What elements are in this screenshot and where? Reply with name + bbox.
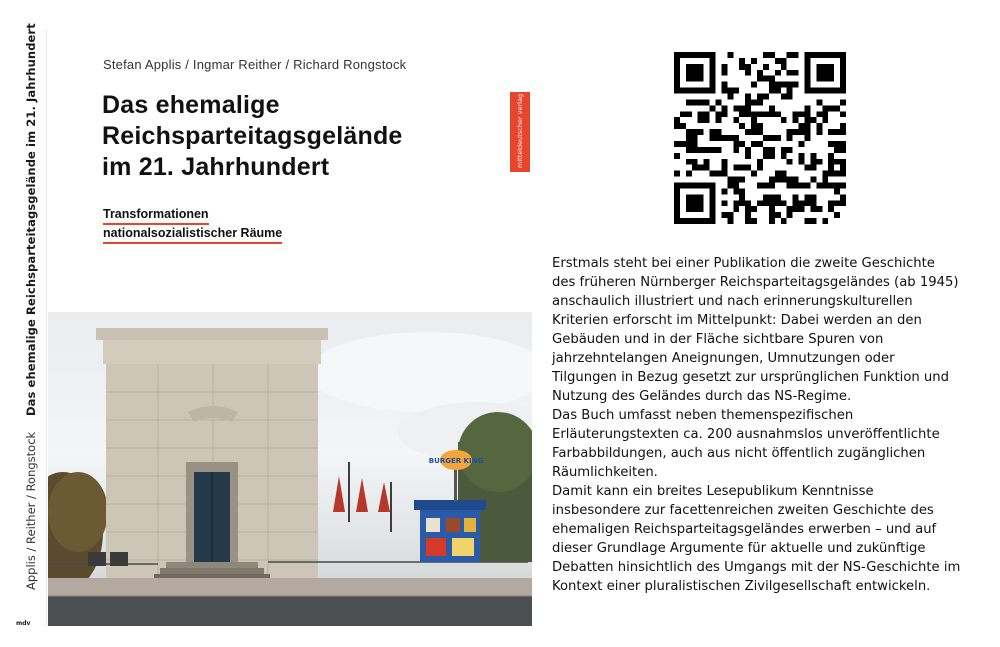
cover-subtitle-line: Transformationen [103, 206, 209, 225]
cover-title-line: Reichsparteitagsgelände [102, 122, 403, 150]
publisher-tag [510, 92, 530, 172]
blurb-line: Erläuterungstexten ca. 200 ausnahmslos unveröffentlichte [552, 427, 940, 442]
cover-title-line: Das ehemalige [102, 91, 280, 119]
blurb-line: Gebäuden und in der Fläche sichtbare Spuren von [552, 332, 884, 347]
burger-king-sign: BURGER KING [428, 457, 484, 465]
blurb-line: des früheren Nürnberger Reichsparteitagsgeländes (ab 1945) [552, 275, 959, 290]
spine-title: Das ehemalige Reichsparteitagsgelände im 21. Jahrhundert [24, 23, 38, 416]
qr-code-graphic [674, 52, 846, 224]
book-spine [2, 23, 47, 627]
blurb-line: Erstmals steht bei einer Publikation die zweite Geschichte [552, 256, 935, 271]
cover-title [102, 90, 482, 183]
blurb-line: Kontext einer pluralistischen Zivilgesellschaft entwickeln. [552, 579, 931, 594]
blurb-line: jahrzehntelangen Aneignungen, Umnutzungen oder [552, 351, 895, 366]
blurb-line: Räumlichkeiten. [552, 465, 658, 480]
blurb-line: ehemaligen Reichsparteitagsgeländes erwerben – und auf [552, 522, 937, 537]
blurb-line: Debatten hinsichtlich des Umgangs mit der NS-Geschichte im [552, 560, 961, 575]
spine-publisher-logo: mdv [16, 620, 31, 627]
cover-title-line: im 21. Jahrhundert [102, 153, 330, 181]
back-cover-blurb [552, 254, 992, 596]
book-cover [48, 30, 532, 626]
cover-subtitle-line: nationalsozialistischer Räume [103, 225, 282, 244]
blurb-line: anschaulich illustriert und nach erinnerungskulturellen [552, 294, 913, 309]
blurb-line: Nutzung des Geländes durch das NS-Regime. [552, 389, 852, 404]
blurb-line: Farbabbildungen, auch aus nicht öffentlich zugänglichen [552, 446, 926, 461]
cover-authors: Stefan Applis / Ingmar Reither / Richard Rongstock [103, 57, 407, 72]
qr-code-icon[interactable] [674, 52, 846, 224]
cover-subtitle [103, 206, 282, 244]
blurb-line: insbesondere zur facettenreichen zweiten Geschichte des [552, 503, 934, 518]
blurb-line: Das Buch umfasst neben themenspezifischen [552, 408, 854, 423]
blurb-line: dieser Grundlage Argumente für aktuelle und zukünftige [552, 541, 926, 556]
blurb-line: Tilgungen in Bezug gesetzt zur ursprünglichen Funktion und [552, 370, 950, 385]
blurb-line: Damit kann ein breites Lesepublikum Kenntnisse [552, 484, 874, 499]
cover-photo [48, 312, 532, 626]
blurb-line: Kriterien erforscht im Mittelpunkt: Dabei werden an den [552, 313, 922, 328]
spine-authors: Applis / Reither / Rongstock [24, 431, 38, 590]
publisher-tag-label: mitteldeutscher verlag [516, 93, 524, 168]
cover-photo-illustration [48, 312, 532, 626]
